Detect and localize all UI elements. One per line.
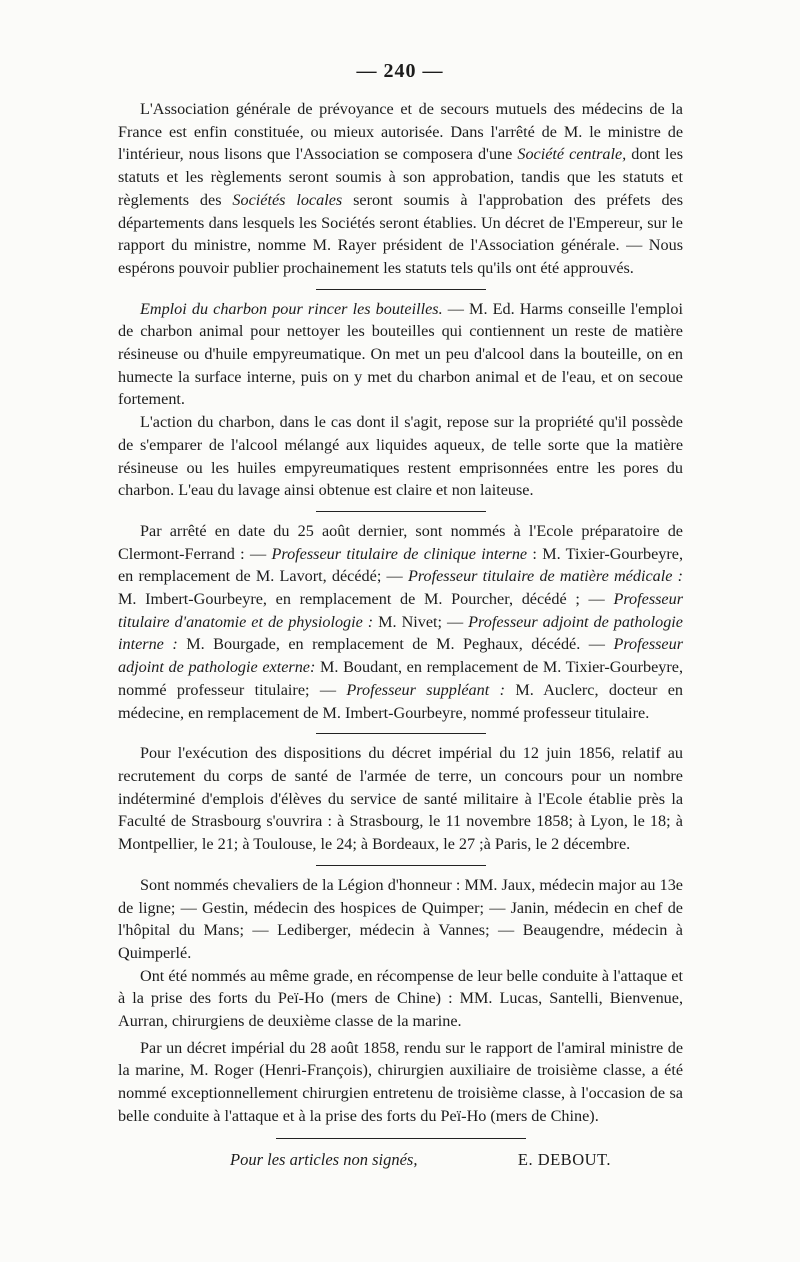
paragraph-concours: Pour l'exécution des dispositions du décret impérial du 12 juin 1856, relatif au recrutement du corps de santé de l'armée de terre, un concours pour un nombre indéterminé d'emplois d'élèves du service de santé militaire à l'Ecole établie près la Faculté de Strasbourg s'ouvrira : à Strasbourg, le 11 novembre 1858; à Lyon, le 18; à Montpellier, le 21; à Toulouse, le 24; à Bordeaux, le 27 ;à Paris, le 2 décembre. <box>118 744 683 854</box>
separator-rule <box>316 511 486 512</box>
text-column <box>118 98 683 1173</box>
paragraph-nominations-clermont: Par arrêté en date du 25 août dernier, sont nommés à l'Ecole préparatoire de Clermont-Ferrand : — Professeur titulaire de clinique interne : M. Tixier-Gourbeyre, en remplacement de M. Lavort, décédé; — Professeur titulaire de matière médicale : M. Imbert-Gourbeyre, en remplacement de M. Pourcher, décédé ; — Professeur titulaire d'anatomie et de physiologie : M. Nivet; — Professeur adjoint de pathologie interne : M. Bourgade, en remplacement de M. Peghaux, décédé. — Professeur adjoint de pathologie externe: M. Boudant, en remplacement de M. Tixier-Gourbeyre, nommé professeur titulaire; — Professeur suppléant : M. Auclerc, docteur en médecine, en remplacement de M. Imbert-Gourbeyre, nommé professeur titulaire. <box>118 521 684 722</box>
signature-line <box>118 1149 683 1173</box>
paragraph-charbon-action: L'action du charbon, dans le cas dont il s'agit, repose sur la propriété qu'il possède de s'emparer de l'alcool mélangé aux liquides aqueux, de telle sorte que la matière résineuse ou les huiles empyreumatiques restent emprisonnées entre les pores du charbon. L'eau du lavage ainsi obtenue est claire et non laiteuse. <box>118 413 683 500</box>
paragraph-association: L'Association générale de prévoyance et de secours mutuels des médecins de la France est enfin constituée, ou mieux autorisée. Dans l'arrêté de M. le ministre de l'intérieur, nous lisons que l'Association se composera d'une Société centrale, dont les statuts et les règlements seront soumis à son approbation, tandis que les statuts et règlements des Sociétés locales seront soumis à l'approbation des préfets des départements dans lesquels les Sociétés seront établies. Un décret de l'Empereur, sur le rapport du ministre, nomme M. Rayer président de l'Association générale. — Nous espérons pouvoir publier prochainement les statuts tels qu'ils ont été approuvés. <box>118 100 684 277</box>
separator-rule <box>316 733 486 734</box>
signature-author: E. DEBOUT. <box>517 1149 611 1169</box>
paragraph-decret-roger: Par un décret impérial du 28 août 1858, rendu sur le rapport de l'amiral ministre de la marine, M. Roger (Henri-François), chirurgien auxiliaire de troisième classe, a été nommé exceptionnellement chirurgien entretenu de troisième classe, à l'occasion de sa belle conduite à l'attaque et à la prise des forts du Peï-Ho (mers de Chine). <box>118 1038 683 1125</box>
separator-rule-final <box>276 1138 526 1139</box>
paragraph-legion-honneur: Sont nommés chevaliers de la Légion d'honneur : MM. Jaux, médecin major au 13e de ligne; — Gestin, médecin des hospices de Quimper; — Janin, médecin en chef de l'hôpital du Mans; — Lediberger, médecin à Vannes; — Beaugendre, médecin à Quimperlé. <box>118 875 683 962</box>
separator-rule <box>316 865 486 866</box>
paragraph-pei-ho: Ont été nommés au même grade, en récompense de leur belle conduite à l'attaque et à la prise des forts du Peï-Ho (mers de Chine) : MM. Lucas, Santelli, Bienvenue, Aurran, chirurgiens de deuxième classe de la marine. <box>118 966 683 1031</box>
paragraph-charbon: Emploi du charbon pour rincer les bouteilles. — M. Ed. Harms conseille l'emploi de charbon animal pour nettoyer les bouteilles qui contiennent un reste de matière résineuse ou d'huile empyreumatique. On met un peu d'alcool dans la bouteille, on en humecte la surface interne, puis on y met du charbon animal et de l'eau, et on secoue fortement. <box>118 299 684 409</box>
page-number: — 240 — <box>356 60 444 82</box>
signature-caption: Pour les articles non signés, <box>230 1149 418 1169</box>
separator-rule <box>316 289 486 290</box>
